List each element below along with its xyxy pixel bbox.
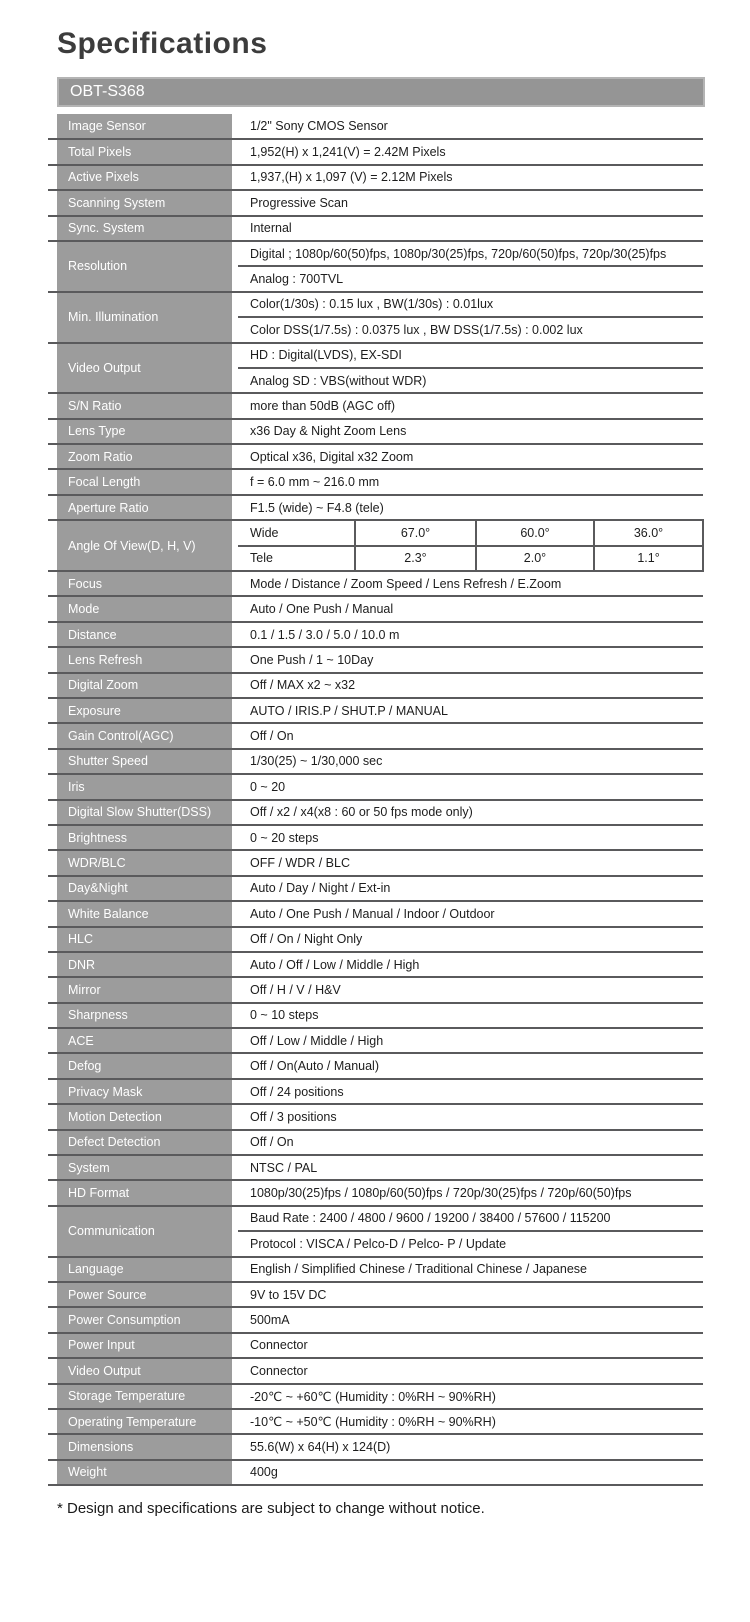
spec-row [48, 673, 703, 698]
spec-row [48, 825, 703, 850]
spec-label: Day&Night [57, 876, 232, 901]
spec-value: x36 Day & Night Zoom Lens [238, 419, 703, 444]
spec-value: 9V to 15V DC [238, 1282, 703, 1307]
spec-value: Analog : 700TVL [238, 266, 703, 291]
spec-value: Auto / Off / Low / Middle / High [238, 952, 703, 977]
spec-label: DNR [57, 952, 232, 977]
spec-label: Power Input [57, 1333, 232, 1358]
spec-row [48, 1104, 703, 1129]
model-header-bar [57, 77, 705, 107]
spec-row [48, 1180, 703, 1205]
spec-row [48, 571, 703, 596]
spec-label: Mode [57, 596, 232, 621]
row-lead-spacer [48, 1358, 57, 1383]
row-lead-spacer [48, 596, 57, 621]
row-lead-spacer [48, 419, 57, 444]
row-lead-spacer [48, 673, 57, 698]
row-lead-spacer [48, 825, 57, 850]
spec-row [48, 216, 703, 241]
row-lead-spacer [48, 241, 57, 292]
spec-value: Analog SD : VBS(without WDR) [238, 368, 703, 393]
spec-label: Sync. System [57, 216, 232, 241]
row-lead-spacer [48, 1257, 57, 1282]
spec-label: Sharpness [57, 1003, 232, 1028]
spec-value: Off / On / Night Only [238, 927, 703, 952]
spec-row [48, 723, 703, 748]
spec-value: 0 ~ 20 steps [238, 825, 703, 850]
row-lead-spacer [48, 1206, 57, 1257]
spec-value: English / Simplified Chinese / Traditional Chinese / Japanese [238, 1257, 703, 1282]
row-lead-spacer [48, 800, 57, 825]
row-lead-spacer [48, 114, 57, 139]
footnote: * Design and specifications are subject to change without notice. [57, 1500, 485, 1518]
spec-label: Defect Detection [57, 1130, 232, 1155]
spec-row [48, 1333, 703, 1358]
spec-row [48, 876, 703, 901]
spec-value: Baud Rate : 2400 / 4800 / 9600 / 19200 / 38400 / 57600 / 115200 [238, 1206, 703, 1231]
angle-value: 1.1° [594, 546, 703, 571]
row-lead-spacer [48, 1333, 57, 1358]
spec-row [48, 927, 703, 952]
spec-row [48, 292, 703, 317]
spec-value: HD : Digital(LVDS), EX-SDI [238, 343, 703, 368]
spec-row [48, 1130, 703, 1155]
spec-row [48, 495, 703, 520]
spec-row [48, 419, 703, 444]
spec-value: Off / On(Auto / Manual) [238, 1053, 703, 1078]
row-lead-spacer [48, 292, 57, 343]
spec-row [48, 1307, 703, 1332]
model-name: OBT-S368 [70, 83, 145, 100]
spec-row [48, 698, 703, 723]
row-lead-spacer [48, 1053, 57, 1078]
spec-row [48, 1079, 703, 1104]
spec-label: Resolution [57, 241, 232, 292]
spec-value: Protocol : VISCA / Pelco-D / Pelco- P / Update [238, 1231, 703, 1256]
spec-label: Video Output [57, 1358, 232, 1383]
spec-value: Off / On [238, 723, 703, 748]
angle-value: 2.3° [355, 546, 476, 571]
spec-value: 1,937,(H) x 1,097 (V) = 2.12M Pixels [238, 165, 703, 190]
spec-row [48, 1384, 703, 1409]
spec-value: One Push / 1 ~ 10Day [238, 647, 703, 672]
spec-row [48, 952, 703, 977]
spec-label: Shutter Speed [57, 749, 232, 774]
spec-value: 0 ~ 10 steps [238, 1003, 703, 1028]
spec-row [48, 469, 703, 494]
spec-row [48, 343, 703, 368]
row-lead-spacer [48, 1307, 57, 1332]
spec-value: f = 6.0 mm ~ 216.0 mm [238, 469, 703, 494]
spec-row [48, 520, 703, 545]
spec-row [48, 850, 703, 875]
spec-label: ACE [57, 1028, 232, 1053]
spec-row [48, 977, 703, 1002]
spec-value: Connector [238, 1333, 703, 1358]
spec-label: Brightness [57, 825, 232, 850]
spec-label: System [57, 1155, 232, 1180]
spec-row [48, 1282, 703, 1307]
spec-row [48, 241, 703, 266]
spec-label: Dimensions [57, 1434, 232, 1459]
row-lead-spacer [48, 876, 57, 901]
spec-row [48, 139, 703, 164]
spec-label: Active Pixels [57, 165, 232, 190]
spec-value: Off / x2 / x4(x8 : 60 or 50 fps mode only) [238, 800, 703, 825]
angle-col-label: Wide [238, 520, 355, 545]
row-lead-spacer [48, 850, 57, 875]
spec-label: Operating Temperature [57, 1409, 232, 1434]
angle-value: 36.0° [594, 520, 703, 545]
spec-label: Communication [57, 1206, 232, 1257]
row-lead-spacer [48, 444, 57, 469]
spec-label: Digital Zoom [57, 673, 232, 698]
spec-label: Distance [57, 622, 232, 647]
spec-value: 55.6(W) x 64(H) x 124(D) [238, 1434, 703, 1459]
row-lead-spacer [48, 622, 57, 647]
spec-row [48, 1409, 703, 1434]
spec-label: Video Output [57, 343, 232, 394]
spec-row [48, 165, 703, 190]
spec-label: Scanning System [57, 190, 232, 215]
row-lead-spacer [48, 1409, 57, 1434]
spec-label: Privacy Mask [57, 1079, 232, 1104]
spec-value: 1,952(H) x 1,241(V) = 2.42M Pixels [238, 139, 703, 164]
spec-value: Mode / Distance / Zoom Speed / Lens Refresh / E.Zoom [238, 571, 703, 596]
spec-value: Internal [238, 216, 703, 241]
spec-row [48, 1358, 703, 1383]
angle-value: 67.0° [355, 520, 476, 545]
row-lead-spacer [48, 495, 57, 520]
row-lead-spacer [48, 1384, 57, 1409]
spec-row [48, 114, 703, 139]
angle-col-label: Tele [238, 546, 355, 571]
row-lead-spacer [48, 393, 57, 418]
spec-label: Exposure [57, 698, 232, 723]
row-lead-spacer [48, 1130, 57, 1155]
spec-row [48, 647, 703, 672]
spec-label: Power Consumption [57, 1307, 232, 1332]
spec-value: Off / Low / Middle / High [238, 1028, 703, 1053]
spec-value: Auto / One Push / Manual [238, 596, 703, 621]
spec-label: Aperture Ratio [57, 495, 232, 520]
spec-value: more than 50dB (AGC off) [238, 393, 703, 418]
row-lead-spacer [48, 571, 57, 596]
spec-row [48, 393, 703, 418]
spec-row [48, 1003, 703, 1028]
row-lead-spacer [48, 216, 57, 241]
spec-value: AUTO / IRIS.P / SHUT.P / MANUAL [238, 698, 703, 723]
spec-label: Digital Slow Shutter(DSS) [57, 800, 232, 825]
spec-row [48, 444, 703, 469]
spec-label: Storage Temperature [57, 1384, 232, 1409]
spec-value: OFF / WDR / BLC [238, 850, 703, 875]
row-lead-spacer [48, 139, 57, 164]
spec-row [48, 800, 703, 825]
row-lead-spacer [48, 749, 57, 774]
spec-label: Lens Type [57, 419, 232, 444]
spec-label: Total Pixels [57, 139, 232, 164]
angle-value: 2.0° [476, 546, 594, 571]
spec-value: -20℃ ~ +60℃ (Humidity : 0%RH ~ 90%RH) [238, 1384, 703, 1409]
row-lead-spacer [48, 774, 57, 799]
row-lead-spacer [48, 1104, 57, 1129]
spec-value: 0 ~ 20 [238, 774, 703, 799]
spec-row [48, 622, 703, 647]
spec-row [48, 190, 703, 215]
spec-value: Off / MAX x2 ~ x32 [238, 673, 703, 698]
spec-label: Focal Length [57, 469, 232, 494]
spec-row [48, 1460, 703, 1485]
row-lead-spacer [48, 901, 57, 926]
row-lead-spacer [48, 952, 57, 977]
spec-value: Digital ; 1080p/60(50)fps, 1080p/30(25)fps, 720p/60(50)fps, 720p/30(25)fps [238, 241, 703, 266]
spec-row [48, 1206, 703, 1231]
spec-value: Connector [238, 1358, 703, 1383]
spec-row [48, 1434, 703, 1459]
spec-value: Off / H / V / H&V [238, 977, 703, 1002]
spec-label: Power Source [57, 1282, 232, 1307]
spec-value: 0.1 / 1.5 / 3.0 / 5.0 / 10.0 m [238, 622, 703, 647]
spec-value: 400g [238, 1460, 703, 1485]
spec-value: NTSC / PAL [238, 1155, 703, 1180]
spec-row [48, 1257, 703, 1282]
spec-label: Focus [57, 571, 232, 596]
spec-label: Lens Refresh [57, 647, 232, 672]
row-lead-spacer [48, 520, 57, 571]
row-lead-spacer [48, 698, 57, 723]
spec-label: Zoom Ratio [57, 444, 232, 469]
row-lead-spacer [48, 1180, 57, 1205]
row-lead-spacer [48, 723, 57, 748]
spec-row [48, 901, 703, 926]
spec-label: Mirror [57, 977, 232, 1002]
row-lead-spacer [48, 927, 57, 952]
spec-value: 1080p/30(25)fps / 1080p/60(50)fps / 720p/30(25)fps / 720p/60(50)fps [238, 1180, 703, 1205]
spec-label: Gain Control(AGC) [57, 723, 232, 748]
spec-table [48, 114, 704, 1486]
spec-row [48, 1053, 703, 1078]
angle-value: 60.0° [476, 520, 594, 545]
row-lead-spacer [48, 469, 57, 494]
row-lead-spacer [48, 1460, 57, 1485]
spec-value: 1/30(25) ~ 1/30,000 sec [238, 749, 703, 774]
spec-row [48, 1028, 703, 1053]
spec-label: Iris [57, 774, 232, 799]
spec-label: Min. Illumination [57, 292, 232, 343]
row-lead-spacer [48, 1003, 57, 1028]
spec-label: Weight [57, 1460, 232, 1485]
row-lead-spacer [48, 1282, 57, 1307]
spec-value: Auto / One Push / Manual / Indoor / Outdoor [238, 901, 703, 926]
row-lead-spacer [48, 977, 57, 1002]
spec-value: Off / 3 positions [238, 1104, 703, 1129]
spec-value: Off / 24 positions [238, 1079, 703, 1104]
page-title: Specifications [57, 27, 268, 60]
spec-value: 500mA [238, 1307, 703, 1332]
spec-value: Auto / Day / Night / Ext-in [238, 876, 703, 901]
spec-label: Language [57, 1257, 232, 1282]
row-lead-spacer [48, 1079, 57, 1104]
spec-row [48, 749, 703, 774]
row-lead-spacer [48, 1434, 57, 1459]
row-lead-spacer [48, 190, 57, 215]
spec-row [48, 596, 703, 621]
spec-label: Image Sensor [57, 114, 232, 139]
spec-value: Optical x36, Digital x32 Zoom [238, 444, 703, 469]
spec-value: -10℃ ~ +50℃ (Humidity : 0%RH ~ 90%RH) [238, 1409, 703, 1434]
row-lead-spacer [48, 1155, 57, 1180]
row-lead-spacer [48, 165, 57, 190]
spec-label: Angle Of View(D, H, V) [57, 520, 232, 571]
spec-label: S/N Ratio [57, 393, 232, 418]
spec-label: WDR/BLC [57, 850, 232, 875]
spec-value: F1.5 (wide) ~ F4.8 (tele) [238, 495, 703, 520]
spec-row [48, 774, 703, 799]
spec-value: Color(1/30s) : 0.15 lux , BW(1/30s) : 0.01lux [238, 292, 703, 317]
spec-value: 1/2" Sony CMOS Sensor [238, 114, 703, 139]
spec-value: Color DSS(1/7.5s) : 0.0375 lux , BW DSS(1/7.5s) : 0.002 lux [238, 317, 703, 342]
row-lead-spacer [48, 343, 57, 394]
row-lead-spacer [48, 647, 57, 672]
spec-row [48, 1155, 703, 1180]
spec-label: Motion Detection [57, 1104, 232, 1129]
spec-value: Progressive Scan [238, 190, 703, 215]
row-lead-spacer [48, 1028, 57, 1053]
spec-label: White Balance [57, 901, 232, 926]
spec-value: Off / On [238, 1130, 703, 1155]
spec-label: HLC [57, 927, 232, 952]
spec-label: Defog [57, 1053, 232, 1078]
spec-label: HD Format [57, 1180, 232, 1205]
